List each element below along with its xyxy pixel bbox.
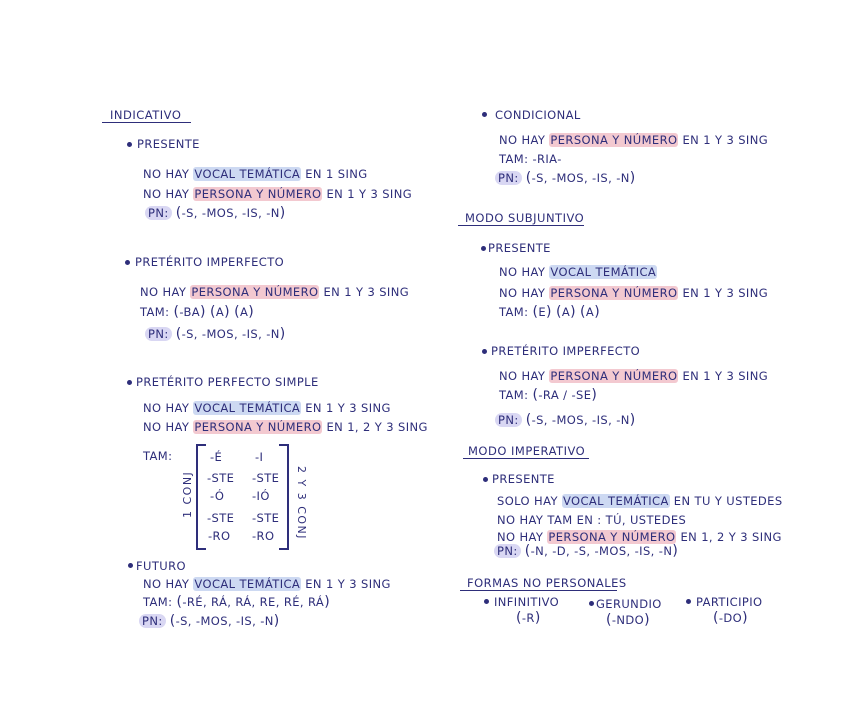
- imperativo-underline: [463, 458, 589, 459]
- conj1-cell: -É: [210, 450, 223, 464]
- participio-value: (-DO): [713, 610, 749, 626]
- subj-presente-line-2: NO HAY PERSONA Y NÚMERO EN 1 Y 3 SING: [499, 286, 769, 300]
- conj1-cell: -STE: [207, 471, 235, 485]
- condicional-line-1: NO HAY PERSONA Y NÚMERO EN 1 Y 3 SING: [499, 133, 769, 147]
- gerundio-label: GERUNDIO: [596, 597, 662, 611]
- condicional-pn: PN: (-S, -MOS, -IS, -N): [495, 171, 636, 185]
- bullet: [125, 260, 130, 265]
- infinitivo-value: (-R): [516, 610, 541, 626]
- subj-imperfecto-label: PRETÉRITO IMPERFECTO: [491, 344, 641, 358]
- futuro-line-1: NO HAY VOCAL TEMÁTICA EN 1 Y 3 SING: [143, 577, 391, 591]
- subj-imperfecto-line-1: NO HAY PERSONA Y NÚMERO EN 1 Y 3 SING: [499, 369, 769, 383]
- participio-label: PARTICIPIO: [696, 595, 763, 609]
- imp-presente-line-2: NO HAY TAM EN : TÚ, USTEDES: [497, 513, 687, 527]
- imperfecto-label: PRETÉRITO IMPERFECTO: [135, 255, 285, 269]
- bullet: [127, 142, 132, 147]
- bullet: [127, 380, 132, 385]
- conj1-cell: -Ó: [210, 489, 225, 503]
- perfecto-line-1: NO HAY VOCAL TEMÁTICA EN 1 Y 3 SING: [143, 401, 391, 415]
- conj23-cell: -STE: [252, 471, 280, 485]
- bullet: [128, 563, 133, 568]
- bullet: [482, 112, 487, 117]
- futuro-pn: PN: (-S, -MOS, -IS, -N): [139, 614, 280, 628]
- bullet: [482, 349, 487, 354]
- no-personales-underline: [460, 590, 617, 591]
- bullet: [484, 599, 489, 604]
- indicativo-underline: [102, 122, 191, 123]
- subj-presente-tam: TAM: (E) (A) (A): [499, 304, 601, 320]
- imperativo-title: MODO IMPERATIVO: [468, 444, 586, 458]
- imperfecto-pn: PN: (-S, -MOS, -IS, -N): [145, 327, 286, 341]
- imperfecto-tam: TAM: (-BA) (A) (A): [140, 304, 255, 320]
- subjuntivo-underline: [458, 225, 584, 226]
- conj1-cell: -STE: [207, 511, 235, 525]
- imp-presente-line-1: SOLO HAY VOCAL TEMÁTICA EN TU Y USTEDES: [497, 494, 783, 508]
- futuro-tam: TAM: (-RÉ, RÁ, RÁ, RE, RÉ, RÁ): [143, 594, 331, 610]
- subj-presente-label: PRESENTE: [488, 241, 551, 255]
- imp-presente-label: PRESENTE: [492, 472, 555, 486]
- bullet: [589, 601, 594, 606]
- subj-imperfecto-tam: TAM: (-RA / -SE): [499, 387, 598, 403]
- condicional-label: CONDICIONAL: [495, 108, 581, 122]
- subjuntivo-title: MODO SUBJUNTIVO: [465, 211, 585, 225]
- presente-line-2: NO HAY PERSONA Y NÚMERO EN 1 Y 3 SING: [143, 187, 413, 201]
- bullet: [481, 246, 486, 251]
- conj23-cell: -STE: [252, 511, 280, 525]
- conj1-cell: -RO: [208, 529, 231, 543]
- presente-line-1: NO HAY VOCAL TEMÁTICA EN 1 SING: [143, 167, 368, 181]
- conj23-label: 2 Y 3 CONJ: [295, 466, 308, 541]
- perfecto-tam-label: TAM:: [143, 449, 173, 463]
- imperfecto-line-1: NO HAY PERSONA Y NÚMERO EN 1 Y 3 SING: [140, 285, 410, 299]
- no-personales-title: FORMAS NO PERSONALES: [467, 576, 627, 590]
- conj-bracket-left: [196, 444, 206, 550]
- bullet: [686, 599, 691, 604]
- imp-presente-line-3: NO HAY PERSONA Y NÚMERO EN 1, 2 Y 3 SING: [497, 530, 782, 544]
- gerundio-value: (-NDO): [606, 612, 651, 628]
- indicativo-title: INDICATIVO: [110, 108, 182, 122]
- perfecto-line-2: NO HAY PERSONA Y NÚMERO EN 1, 2 Y 3 SING: [143, 420, 428, 434]
- futuro-label: FUTURO: [136, 559, 186, 573]
- conj-bracket-right: [279, 444, 289, 550]
- imp-presente-pn: PN: (-N, -D, -S, -MOS, -IS, -N): [494, 544, 678, 558]
- infinitivo-label: INFINITIVO: [494, 595, 560, 609]
- presente-pn: PN: (-S, -MOS, -IS, -N): [145, 206, 286, 220]
- conj23-cell: -RO: [252, 529, 275, 543]
- subj-presente-line-1: NO HAY VOCAL TEMÁTICA: [499, 265, 657, 279]
- perfecto-label: PRETÉRITO PERFECTO SIMPLE: [136, 375, 319, 389]
- conj23-cell: -IÓ: [252, 489, 270, 503]
- conj23-cell: -I: [255, 450, 264, 464]
- presente-label: PRESENTE: [137, 137, 200, 151]
- bullet: [483, 477, 488, 482]
- subj-imperfecto-pn: PN: (-S, -MOS, -IS, -N): [495, 413, 636, 427]
- conj1-label: 1 CONJ: [181, 470, 194, 518]
- condicional-tam: TAM: -RIA-: [499, 152, 562, 166]
